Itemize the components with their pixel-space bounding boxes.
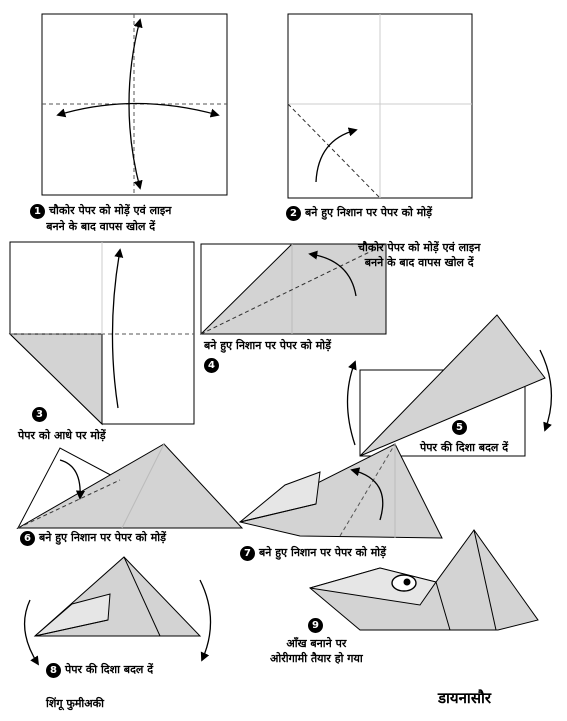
turn-over-arrow-right	[200, 580, 211, 660]
step-8-number: 8	[46, 663, 61, 678]
step-1-text-line2: बनने के बाद वापस खोल दें	[46, 219, 156, 233]
step-9-text-line2: ओरीगामी तैयार हो गया	[270, 652, 363, 665]
step-6-number: 6	[20, 531, 35, 546]
step-6-caption	[20, 530, 166, 546]
folded-flap	[10, 334, 102, 424]
step-4-text: बने हुए निशान पर पेपर को मोड़ें	[204, 339, 332, 352]
step-4-note-line2: बनने के बाद वापस खोल दें	[364, 256, 474, 269]
step-5-text: पेपर की दिशा बदल दें	[420, 441, 509, 454]
folded-paper	[240, 444, 442, 538]
step-3-text: पेपर को आधे पर मोड़ें	[18, 429, 106, 442]
step-1-number: 1	[30, 204, 45, 219]
step-3-figure	[10, 242, 194, 424]
step-1-figure	[42, 14, 227, 195]
step-2-number: 2	[286, 206, 301, 221]
step-8-figure	[25, 557, 211, 664]
step-6-figure	[18, 444, 242, 528]
step-3-number: 3	[32, 407, 47, 422]
author-name: शिंगू फुमीअकी	[46, 697, 104, 710]
step-8-text: पेपर की दिशा बदल दें	[65, 663, 154, 676]
step-7-caption	[240, 545, 386, 561]
turn-over-arrow-down	[540, 350, 551, 430]
step-9-number: 9	[308, 618, 323, 633]
step-4-number: 4	[204, 358, 219, 373]
step-4-note-line1: चौकोर पेपर को मोड़ें एवं लाइन	[358, 241, 481, 254]
step-7-text: बने हुए निशान पर पेपर को मोड़ें	[259, 546, 387, 559]
model-title: डायनासौर	[438, 689, 491, 707]
step-8-caption	[46, 662, 153, 678]
step-7-figure	[240, 444, 442, 538]
step-5-figure	[348, 315, 552, 456]
step-7-number: 7	[240, 546, 255, 561]
step-1-caption	[30, 203, 171, 234]
step-4-caption	[204, 338, 331, 353]
step-5-number: 5	[452, 420, 467, 435]
step-5-caption	[420, 440, 508, 455]
turn-over-arrow-left	[25, 600, 38, 664]
step-6-text: बने हुए निशान पर पेपर को मोड़ें	[39, 531, 167, 544]
step-2-caption	[286, 205, 432, 221]
step-1-text-line1: चौकोर पेपर को मोड़ें एवं लाइन	[49, 204, 172, 217]
step-3-caption	[18, 428, 106, 443]
step-9-text-line1: आँख बनाने पर	[286, 637, 347, 650]
step-4-note	[358, 240, 480, 270]
turn-over-arrow-up	[348, 362, 356, 445]
step-2-text: बने हुए निशान पर पेपर को मोड़ें	[305, 206, 433, 219]
step-9-caption	[270, 636, 363, 666]
step-2-figure	[288, 14, 472, 198]
